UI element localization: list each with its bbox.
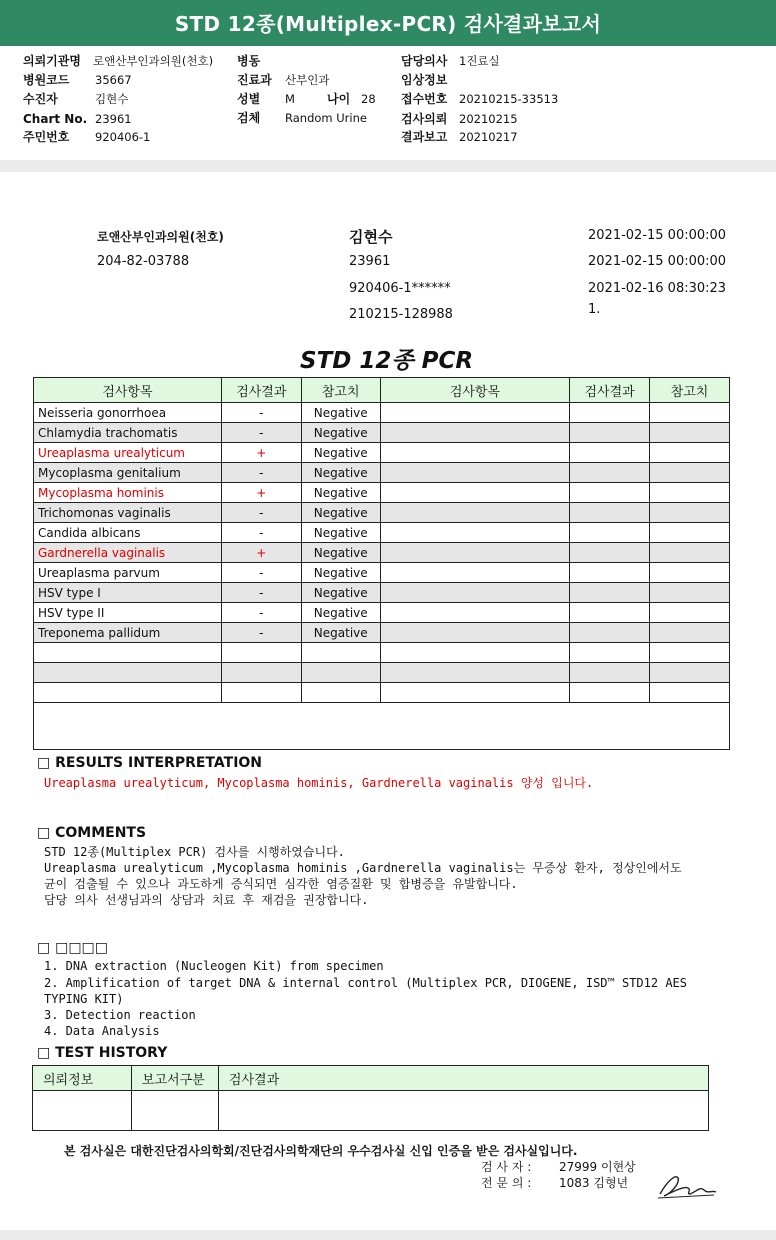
test-result: + — [221, 543, 301, 563]
test-reference-2 — [650, 683, 730, 703]
result-row — [34, 563, 730, 583]
test-result-2 — [570, 423, 650, 443]
test-result-2 — [570, 563, 650, 583]
history-header-row — [33, 1066, 709, 1091]
test-reference-2 — [650, 623, 730, 643]
test-item-2 — [380, 423, 569, 443]
test-item-2 — [380, 643, 569, 663]
test-reference: Negative — [301, 423, 380, 443]
test-result: - — [221, 583, 301, 603]
result-row — [34, 543, 730, 563]
test-reference-2 — [650, 583, 730, 603]
test-result — [221, 643, 301, 663]
test-result-2 — [570, 663, 650, 683]
info-sex: 성별 M 나이 28 — [237, 92, 376, 106]
test-reference — [301, 643, 380, 663]
col-header-result: 검사결과 — [221, 378, 301, 403]
test-result: - — [221, 503, 301, 523]
test-item-2 — [380, 623, 569, 643]
col-header-ref: 참고치 — [301, 378, 380, 403]
test-item: Chlamydia trachomatis — [34, 423, 222, 443]
test-reference: Negative — [301, 543, 380, 563]
test-result-2 — [570, 643, 650, 663]
test-item-2 — [380, 483, 569, 503]
test-reference: Negative — [301, 463, 380, 483]
info-receipt-no: 접수번호 20210215-33513 — [401, 92, 559, 106]
test-item-2 — [380, 563, 569, 583]
section-divider — [0, 160, 776, 172]
test-item-2 — [380, 403, 569, 423]
test-item-2 — [380, 683, 569, 703]
info-department: 진료과 산부인과 — [237, 73, 330, 87]
info-specimen: 검체 Random Urine — [237, 111, 367, 125]
info-clinical: 임상정보 — [401, 73, 448, 87]
test-reference: Negative — [301, 583, 380, 603]
test-item: Treponema pallidum — [34, 623, 222, 643]
comments-line-2: Ureaplasma urealyticum ,Mycoplasma hominis ,Gardnerella vaginalis는 무증상 환자, 정상인에서도 — [44, 861, 682, 875]
result-row-empty — [34, 663, 730, 683]
test-result — [221, 663, 301, 683]
info-patient: 수진자 김현수 — [23, 92, 129, 106]
history-table — [32, 1065, 709, 1131]
test-reference: Negative — [301, 603, 380, 623]
report-title-banner — [0, 0, 776, 46]
test-reference-2 — [650, 523, 730, 543]
meta-business-no: 204-82-03788 — [97, 254, 190, 269]
test-reference-2 — [650, 463, 730, 483]
test-item-2 — [380, 503, 569, 523]
result-row — [34, 463, 730, 483]
comments-line-3: 균이 검출될 수 있으나 과도하게 증식되면 심각한 염증질환 및 합병증을 유발합니다. — [44, 877, 518, 891]
comments-line-4: 담당 의사 선생님과의 상담과 치료 후 재검을 권장합니다. — [44, 893, 369, 907]
comments-line-1: STD 12종(Multiplex PCR) 검사를 시행하였습니다. — [44, 845, 345, 859]
test-reference-2 — [650, 663, 730, 683]
meta-date-3: 2021-02-16 08:30:23 — [588, 281, 727, 296]
meta-specimen-no: 210215-128988 — [349, 307, 453, 322]
result-row-empty — [34, 683, 730, 703]
test-item — [34, 663, 222, 683]
info-doctor: 담당의사 1진료실 — [401, 54, 500, 68]
test-result: - — [221, 403, 301, 423]
meta-date-2: 2021-02-15 00:00:00 — [588, 254, 727, 269]
test-item — [34, 643, 222, 663]
test-result-2 — [570, 603, 650, 623]
test-result: - — [221, 563, 301, 583]
history-heading: □ TEST HISTORY — [37, 1045, 168, 1061]
test-result-2 — [570, 483, 650, 503]
test-reference-2 — [650, 543, 730, 563]
info-report-date: 결과보고 20210217 — [401, 130, 518, 144]
test-item — [34, 683, 222, 703]
test-reference-2 — [650, 423, 730, 443]
test-result — [221, 683, 301, 703]
test-result-2 — [570, 503, 650, 523]
test-reference-2 — [650, 603, 730, 623]
test-item: Ureaplasma urealyticum — [34, 443, 222, 463]
result-table — [33, 377, 730, 750]
col-header-ref-2: 참고치 — [650, 378, 730, 403]
method-heading: □ □□□□ — [37, 940, 109, 956]
test-result: - — [221, 523, 301, 543]
test-result: - — [221, 603, 301, 623]
meta-institution: 로앤산부인과의원(천호) — [97, 230, 224, 244]
test-item-2 — [380, 583, 569, 603]
result-table-footer — [34, 703, 730, 750]
test-result-2 — [570, 543, 650, 563]
result-row — [34, 603, 730, 623]
meta-resident-no: 920406-1****** — [349, 281, 451, 296]
method-line-5: 4. Data Analysis — [44, 1024, 160, 1038]
result-row — [34, 623, 730, 643]
test-result-2 — [570, 523, 650, 543]
info-chart-no: Chart No. 23961 — [23, 112, 132, 126]
footer-bar — [0, 1230, 776, 1240]
col-header-result-2: 검사결과 — [570, 378, 650, 403]
test-result-2 — [570, 463, 650, 483]
test-reference: Negative — [301, 483, 380, 503]
history-col-request: 의뢰정보 — [33, 1066, 132, 1091]
meta-chart-no: 23961 — [349, 254, 391, 269]
test-reference — [301, 683, 380, 703]
test-reference: Negative — [301, 523, 380, 543]
info-request-date: 검사의뢰 20210215 — [401, 112, 518, 126]
test-reference: Negative — [301, 403, 380, 423]
info-hospital-code: 병원코드 35667 — [23, 73, 132, 87]
test-item: Trichomonas vaginalis — [34, 503, 222, 523]
col-header-item: 검사항목 — [34, 378, 222, 403]
test-item-2 — [380, 463, 569, 483]
result-row — [34, 483, 730, 503]
result-row — [34, 423, 730, 443]
test-reference-2 — [650, 503, 730, 523]
result-row — [34, 503, 730, 523]
info-institution: 의뢰기관명 로앤산부인과의원(천호) — [23, 54, 214, 68]
test-result: + — [221, 483, 301, 503]
method-line-2: 2. Amplification of target DNA & internal control (Multiplex PCR, DIOGENE, ISD™ STD12 AES — [44, 976, 687, 990]
test-item-2 — [380, 603, 569, 623]
meta-date-3-suffix: 1. — [588, 302, 601, 317]
result-row — [34, 523, 730, 543]
test-reference: Negative — [301, 563, 380, 583]
method-line-3: TYPING KIT) — [44, 992, 124, 1006]
test-result-2 — [570, 403, 650, 423]
col-header-item-2: 검사항목 — [380, 378, 569, 403]
signature-tester: 검 사 자 : 27999 이현상 — [481, 1160, 636, 1174]
history-row — [33, 1091, 709, 1131]
test-item: Mycoplasma hominis — [34, 483, 222, 503]
test-reference: Negative — [301, 623, 380, 643]
test-result-2 — [570, 443, 650, 463]
test-reference-2 — [650, 563, 730, 583]
test-reference — [301, 663, 380, 683]
test-item: Mycoplasma genitalium — [34, 463, 222, 483]
test-item: Ureaplasma parvum — [34, 563, 222, 583]
interpretation-heading: □ RESULTS INTERPRETATION — [37, 755, 263, 771]
test-result-2 — [570, 683, 650, 703]
info-ward: 병동 — [237, 54, 261, 68]
certification-text: 본 검사실은 대한진단검사의학회/진단검사의학재단의 우수검사실 신입 인증을 받은 검사실입니다. — [64, 1144, 578, 1158]
test-result-2 — [570, 623, 650, 643]
result-header-row — [34, 378, 730, 403]
method-line-1: 1. DNA extraction (Nucleogen Kit) from specimen — [44, 959, 384, 973]
info-resident-no: 주민번호 920406-1 — [23, 130, 151, 144]
interpretation-text: Ureaplasma urealyticum, Mycoplasma hominis, Gardnerella vaginalis 양성 입니다. — [44, 776, 594, 790]
test-item: HSV type II — [34, 603, 222, 623]
test-reference: Negative — [301, 503, 380, 523]
test-reference-2 — [650, 403, 730, 423]
test-reference-2 — [650, 643, 730, 663]
report-title: STD 12종(Multiplex-PCR) 검사결과보고서 — [174, 12, 602, 36]
result-row — [34, 583, 730, 603]
test-item: Neisseria gonorrhoea — [34, 403, 222, 423]
test-item: Gardnerella vaginalis — [34, 543, 222, 563]
test-item-2 — [380, 523, 569, 543]
method-line-4: 3. Detection reaction — [44, 1008, 196, 1022]
test-item-2 — [380, 663, 569, 683]
test-result: - — [221, 423, 301, 443]
meta-date-1: 2021-02-15 00:00:00 — [588, 228, 727, 243]
header-info — [0, 48, 776, 160]
signature-specialist: 전 문 의 : 1083 김형년 — [481, 1176, 629, 1190]
test-reference-2 — [650, 483, 730, 503]
test-result: - — [221, 623, 301, 643]
test-result: + — [221, 443, 301, 463]
meta-patient-name: 김현수 — [349, 228, 393, 246]
test-item: Candida albicans — [34, 523, 222, 543]
test-reference: Negative — [301, 443, 380, 463]
test-reference-2 — [650, 443, 730, 463]
result-row — [34, 403, 730, 423]
test-result: - — [221, 463, 301, 483]
comments-heading: □ COMMENTS — [37, 825, 147, 841]
test-item-2 — [380, 543, 569, 563]
test-result-2 — [570, 583, 650, 603]
history-col-report-type: 보고서구분 — [131, 1066, 218, 1091]
std-title: STD 12종 PCR — [300, 348, 474, 374]
history-col-result: 검사결과 — [218, 1066, 708, 1091]
result-row — [34, 443, 730, 463]
test-item-2 — [380, 443, 569, 463]
result-row-empty — [34, 643, 730, 663]
handwritten-signature — [654, 1168, 720, 1202]
test-item: HSV type I — [34, 583, 222, 603]
